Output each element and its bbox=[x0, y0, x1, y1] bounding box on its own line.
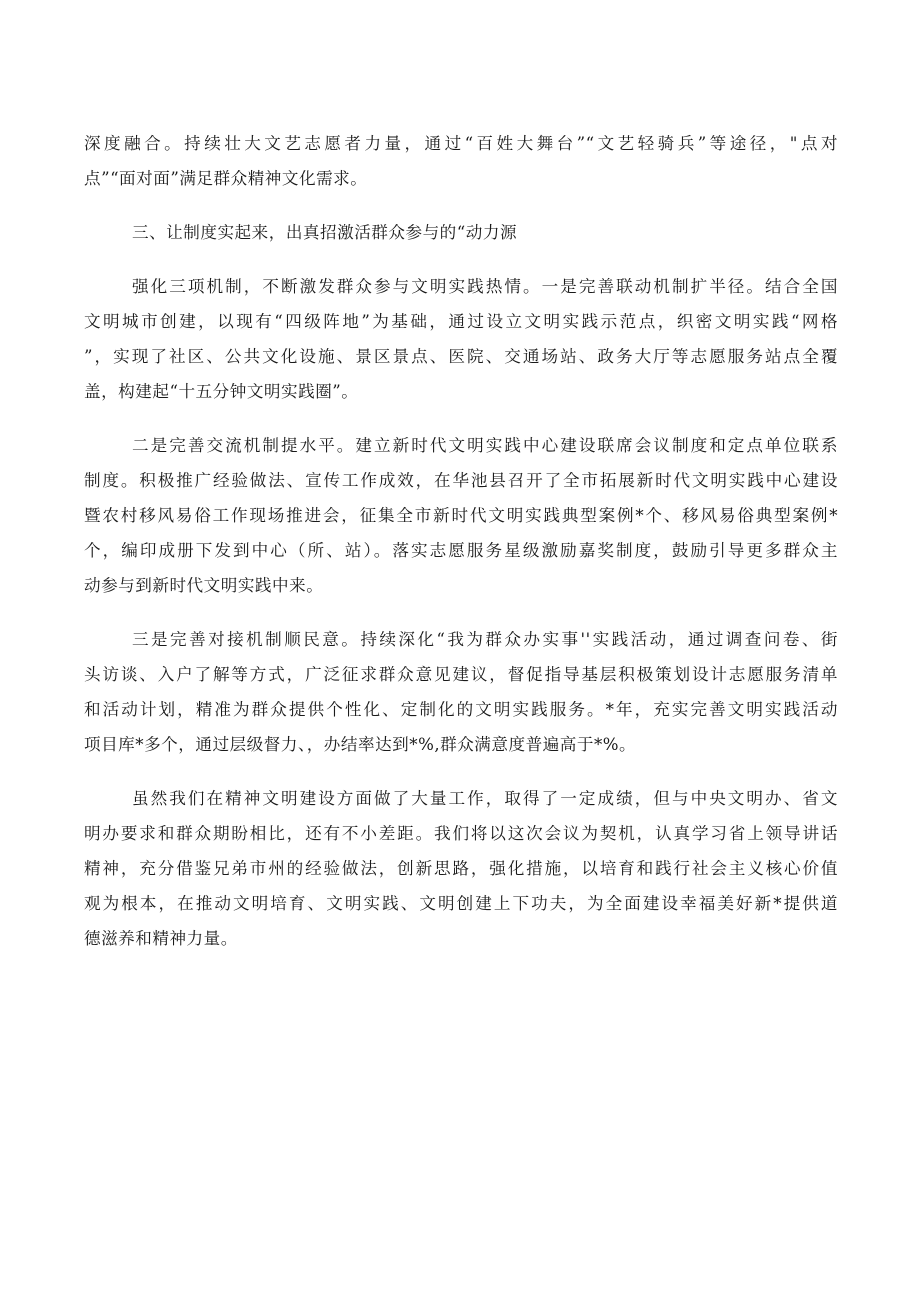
paragraph-gap bbox=[84, 196, 838, 215]
text-line: 明办要求和群众期盼相比，还有不小差距。我们将以这次会议为契机，认真学习省上领导讲话 bbox=[84, 824, 838, 843]
paragraph bbox=[84, 215, 838, 250]
paragraph bbox=[84, 126, 838, 196]
document-body bbox=[84, 126, 838, 956]
text-line: ”，实现了社区、公共文化设施、景区景点、医院、交通场站、政务大厅等志愿服务站点全覆 bbox=[84, 347, 838, 366]
paragraph bbox=[84, 269, 838, 409]
text-line: 动参与到新时代文明实践中来。 bbox=[84, 576, 324, 595]
paragraph bbox=[84, 428, 838, 603]
text-line: 点”“面对面”满足群众精神文化需求。 bbox=[84, 169, 368, 188]
text-line: 盖，构建起“十五分钟文明实践圈”。 bbox=[84, 382, 359, 401]
text-line: 制度。积极推广经验做法、宣传工作成效，在华池县召开了全市拓展新时代文明实践中心建设 bbox=[84, 471, 838, 490]
text-line: 和活动计划，精准为群众提供个性化、定制化的文明实践服务。*年，充实完善文明实践活动 bbox=[84, 700, 838, 719]
text-line: 二是完善交流机制提水平。建立新时代文明实践中心建设联席会议制度和定点单位联系 bbox=[132, 436, 838, 455]
text-line: 精神，充分借鉴兄弟市州的经验做法，创新思路，强化措施，以培育和践行社会主义核心价值 bbox=[84, 859, 838, 878]
paragraph-gap bbox=[84, 250, 838, 269]
text-line: 三是完善对接机制顺民意。持续深化“我为群众办实事''实践活动，通过调查问卷、街 bbox=[132, 630, 838, 649]
paragraph bbox=[84, 781, 838, 956]
text-line: 深度融合。持续壮大文艺志愿者力量，通过“百姓大舞台”“文艺轻骑兵”等途径，"点对 bbox=[84, 134, 838, 153]
paragraph bbox=[84, 622, 838, 762]
text-line: 暨农村移风易俗工作现场推进会，征集全市新时代文明实践典型案例*个、移风易俗典型案例* bbox=[84, 506, 838, 525]
paragraph-gap bbox=[84, 603, 838, 622]
text-line: 头访谈、入户了解等方式，广泛征求群众意见建议，督促指导基层积极策划设计志愿服务清单 bbox=[84, 665, 838, 684]
text-line: 文明城市创建，以现有“四级阵地”为基础，通过设立文明实践示范点，织密文明实践“网格 bbox=[84, 312, 838, 331]
paragraph-gap bbox=[84, 762, 838, 781]
text-line: 德滋养和精神力量。 bbox=[84, 929, 238, 948]
text-line: 项目库*多个，通过层级督力、，办结率达到*%,群众满意度普遍高于*%。 bbox=[84, 735, 637, 754]
text-line: 强化三项机制，不断激发群众参与文明实践热情。一是完善联动机制扩半径。结合全国 bbox=[132, 277, 838, 296]
text-line: 虽然我们在精神文明建设方面做了大量工作，取得了一定成绩，但与中央文明办、省文 bbox=[132, 789, 838, 808]
text-line: 三、让制度实起来，出真招激活群众参与的“动力源 bbox=[132, 223, 518, 242]
text-line: 个，编印成册下发到中心（所、站）。落实志愿服务星级激励嘉奖制度，鼓励引导更多群众主 bbox=[84, 541, 838, 560]
paragraph-gap bbox=[84, 409, 838, 428]
text-line: 观为根本，在推动文明培育、文明实践、文明创建上下功夫，为全面建设幸福美好新*提供道 bbox=[84, 894, 838, 913]
